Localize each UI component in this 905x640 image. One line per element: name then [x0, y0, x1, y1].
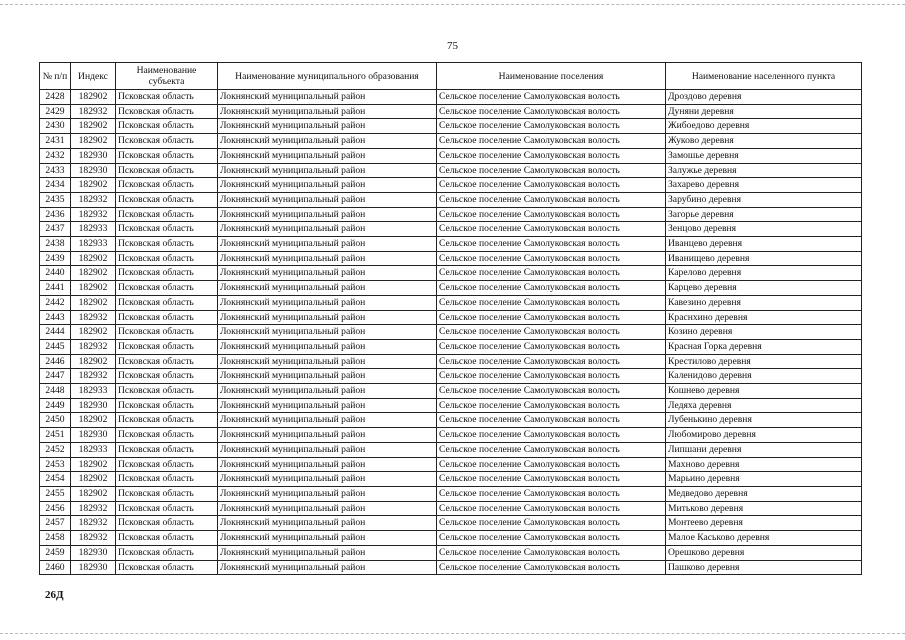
header-locality: Наименование населенного пункта: [666, 63, 862, 90]
cell-municipal: Локнянский муниципальный район: [218, 310, 437, 325]
cell-num: 2448: [40, 384, 71, 399]
cell-settlement: Сельское поселение Самолуковская волость: [437, 281, 666, 296]
cell-municipal: Локнянский муниципальный район: [218, 398, 437, 413]
table-row: [40, 398, 862, 413]
cell-municipal: Локнянский муниципальный район: [218, 222, 437, 237]
cell-num: 2459: [40, 545, 71, 560]
cell-subject: Псковская область: [116, 134, 218, 149]
table-row: [40, 222, 862, 237]
header-subject: Наименование субъекта: [116, 63, 218, 90]
cell-municipal: Локнянский муниципальный район: [218, 104, 437, 119]
table-row: [40, 163, 862, 178]
cell-municipal: Локнянский муниципальный район: [218, 295, 437, 310]
cell-locality: Кавезино деревня: [666, 295, 862, 310]
cell-subject: Псковская область: [116, 119, 218, 134]
cell-settlement: Сельское поселение Самолуковская волость: [437, 339, 666, 354]
cell-municipal: Локнянский муниципальный район: [218, 251, 437, 266]
cell-subject: Псковская область: [116, 251, 218, 266]
cell-locality: Каленидово деревня: [666, 369, 862, 384]
cell-num: 2445: [40, 339, 71, 354]
cell-municipal: Локнянский муниципальный район: [218, 266, 437, 281]
cell-num: 2437: [40, 222, 71, 237]
table-row: [40, 192, 862, 207]
cell-locality: Иванищево деревня: [666, 251, 862, 266]
cell-municipal: Локнянский муниципальный район: [218, 516, 437, 531]
cell-subject: Псковская область: [116, 442, 218, 457]
cell-settlement: Сельское поселение Самолуковская волость: [437, 90, 666, 105]
cell-municipal: Локнянский муниципальный район: [218, 442, 437, 457]
cell-settlement: Сельское поселение Самолуковская волость: [437, 178, 666, 193]
cell-num: 2456: [40, 501, 71, 516]
cell-num: 2446: [40, 354, 71, 369]
cell-locality: Захарево деревня: [666, 178, 862, 193]
cell-num: 2435: [40, 192, 71, 207]
cell-locality: Загорье деревня: [666, 207, 862, 222]
cell-index: 182902: [71, 178, 116, 193]
cell-index: 182902: [71, 413, 116, 428]
cell-settlement: Сельское поселение Самолуковская волость: [437, 486, 666, 501]
cell-num: 2436: [40, 207, 71, 222]
cell-index: 182933: [71, 222, 116, 237]
cell-subject: Псковская область: [116, 545, 218, 560]
table-row: [40, 104, 862, 119]
cell-locality: Монтеево деревня: [666, 516, 862, 531]
cell-num: 2433: [40, 163, 71, 178]
cell-locality: Красная Горка деревня: [666, 339, 862, 354]
cell-settlement: Сельское поселение Самолуковская волость: [437, 251, 666, 266]
table-row: [40, 560, 862, 575]
page-number: 75: [447, 40, 458, 52]
cell-locality: Залужье деревня: [666, 163, 862, 178]
table-row: [40, 119, 862, 134]
cell-municipal: Локнянский муниципальный район: [218, 369, 437, 384]
cell-num: 2429: [40, 104, 71, 119]
cell-municipal: Локнянский муниципальный район: [218, 237, 437, 252]
cell-locality: Замошье деревня: [666, 148, 862, 163]
cell-num: 2452: [40, 442, 71, 457]
cell-index: 182932: [71, 339, 116, 354]
cell-index: 182932: [71, 104, 116, 119]
cell-index: 182933: [71, 442, 116, 457]
cell-municipal: Локнянский муниципальный район: [218, 119, 437, 134]
cell-municipal: Локнянский муниципальный район: [218, 545, 437, 560]
cell-locality: Карцево деревня: [666, 281, 862, 296]
cell-settlement: Сельское поселение Самолуковская волость: [437, 369, 666, 384]
cell-index: 182930: [71, 148, 116, 163]
cell-subject: Псковская область: [116, 560, 218, 575]
table-row: [40, 442, 862, 457]
cell-num: 2442: [40, 295, 71, 310]
cell-index: 182902: [71, 354, 116, 369]
cell-num: 2454: [40, 472, 71, 487]
cell-settlement: Сельское поселение Самолуковская волость: [437, 545, 666, 560]
cell-locality: Ледяха деревня: [666, 398, 862, 413]
table-row: [40, 369, 862, 384]
cell-num: 2434: [40, 178, 71, 193]
cell-index: 182902: [71, 486, 116, 501]
cell-subject: Псковская область: [116, 192, 218, 207]
cell-municipal: Локнянский муниципальный район: [218, 281, 437, 296]
cell-locality: Дуняни деревня: [666, 104, 862, 119]
cell-locality: Липшани деревня: [666, 442, 862, 457]
cell-municipal: Локнянский муниципальный район: [218, 90, 437, 105]
cell-subject: Псковская область: [116, 516, 218, 531]
cell-municipal: Локнянский муниципальный район: [218, 178, 437, 193]
cell-locality: Кошнево деревня: [666, 384, 862, 399]
table-row: [40, 251, 862, 266]
table-row: [40, 486, 862, 501]
cell-municipal: Локнянский муниципальный район: [218, 428, 437, 443]
cell-settlement: Сельское поселение Самолуковская волость: [437, 413, 666, 428]
cell-municipal: Локнянский муниципальный район: [218, 148, 437, 163]
table-row: [40, 90, 862, 105]
cell-num: 2455: [40, 486, 71, 501]
table-row: [40, 428, 862, 443]
cell-locality: Медведово деревня: [666, 486, 862, 501]
cell-index: 182933: [71, 237, 116, 252]
cell-municipal: Локнянский муниципальный район: [218, 472, 437, 487]
cell-subject: Псковская область: [116, 486, 218, 501]
cell-index: 182902: [71, 251, 116, 266]
table-row: [40, 354, 862, 369]
cell-municipal: Локнянский муниципальный район: [218, 384, 437, 399]
cell-num: 2444: [40, 325, 71, 340]
table-row: [40, 384, 862, 399]
cell-index: 182902: [71, 325, 116, 340]
cell-settlement: Сельское поселение Самолуковская волость: [437, 501, 666, 516]
cell-subject: Псковская область: [116, 428, 218, 443]
cell-settlement: Сельское поселение Самолуковская волость: [437, 384, 666, 399]
cell-settlement: Сельское поселение Самолуковская волость: [437, 428, 666, 443]
table-row: [40, 148, 862, 163]
cell-settlement: Сельское поселение Самолуковская волость: [437, 398, 666, 413]
cell-municipal: Локнянский муниципальный район: [218, 354, 437, 369]
table-row: [40, 207, 862, 222]
cell-municipal: Локнянский муниципальный район: [218, 486, 437, 501]
cell-index: 182902: [71, 457, 116, 472]
cell-index: 182933: [71, 384, 116, 399]
cell-locality: Иванцево деревня: [666, 237, 862, 252]
cell-settlement: Сельское поселение Самолуковская волость: [437, 119, 666, 134]
cell-num: 2460: [40, 560, 71, 575]
cell-num: 2449: [40, 398, 71, 413]
cell-municipal: Локнянский муниципальный район: [218, 413, 437, 428]
header-index: Индекс: [71, 63, 116, 90]
cell-subject: Псковская область: [116, 163, 218, 178]
table-row: [40, 472, 862, 487]
cell-subject: Псковская область: [116, 281, 218, 296]
cell-settlement: Сельское поселение Самолуковская волость: [437, 207, 666, 222]
cell-locality: Карелово деревня: [666, 266, 862, 281]
cell-locality: Козино деревня: [666, 325, 862, 340]
cell-index: 182932: [71, 501, 116, 516]
cell-num: 2457: [40, 516, 71, 531]
cell-municipal: Локнянский муниципальный район: [218, 163, 437, 178]
cell-settlement: Сельское поселение Самолуковская волость: [437, 310, 666, 325]
header-municipal: Наименование муниципального образования: [218, 63, 437, 90]
cell-locality: Зарубино деревня: [666, 192, 862, 207]
table-row: [40, 178, 862, 193]
cell-municipal: Локнянский муниципальный район: [218, 207, 437, 222]
cell-locality: Махново деревня: [666, 457, 862, 472]
cell-subject: Псковская область: [116, 222, 218, 237]
cell-locality: Дроздово деревня: [666, 90, 862, 105]
cell-settlement: Сельское поселение Самолуковская волость: [437, 237, 666, 252]
cell-subject: Псковская область: [116, 472, 218, 487]
cell-index: 182932: [71, 516, 116, 531]
cell-index: 182932: [71, 531, 116, 546]
cell-subject: Псковская область: [116, 237, 218, 252]
cell-locality: Жуково деревня: [666, 134, 862, 149]
table-body: [40, 90, 862, 575]
cell-settlement: Сельское поселение Самолуковская волость: [437, 560, 666, 575]
cell-municipal: Локнянский муниципальный район: [218, 457, 437, 472]
table-row: [40, 339, 862, 354]
cell-municipal: Локнянский муниципальный район: [218, 192, 437, 207]
cell-municipal: Локнянский муниципальный район: [218, 531, 437, 546]
cell-index: 182930: [71, 398, 116, 413]
cell-subject: Псковская область: [116, 457, 218, 472]
cell-subject: Псковская область: [116, 531, 218, 546]
cell-num: 2432: [40, 148, 71, 163]
table-row: [40, 281, 862, 296]
cell-subject: Псковская область: [116, 266, 218, 281]
cell-settlement: Сельское поселение Самолуковская волость: [437, 295, 666, 310]
cell-index: 182932: [71, 369, 116, 384]
cell-index: 182902: [71, 281, 116, 296]
cell-settlement: Сельское поселение Самолуковская волость: [437, 442, 666, 457]
table-row: [40, 545, 862, 560]
cell-subject: Псковская область: [116, 501, 218, 516]
cell-index: 182902: [71, 472, 116, 487]
table-row: [40, 516, 862, 531]
cell-num: 2431: [40, 134, 71, 149]
cell-subject: Псковская область: [116, 339, 218, 354]
cell-settlement: Сельское поселение Самолуковская волость: [437, 104, 666, 119]
cell-settlement: Сельское поселение Самолуковская волость: [437, 148, 666, 163]
cell-index: 182902: [71, 134, 116, 149]
cell-num: 2458: [40, 531, 71, 546]
scan-top-edge: [0, 4, 905, 5]
cell-settlement: Сельское поселение Самолуковская волость: [437, 222, 666, 237]
cell-locality: Любомирово деревня: [666, 428, 862, 443]
cell-locality: Пашково деревня: [666, 560, 862, 575]
cell-subject: Псковская область: [116, 325, 218, 340]
table-header-row: [40, 63, 862, 90]
footer-code: 26Д: [45, 589, 64, 601]
table-header: [40, 63, 862, 90]
cell-index: 182930: [71, 545, 116, 560]
table-row: [40, 413, 862, 428]
cell-num: 2439: [40, 251, 71, 266]
cell-locality: Марьино деревня: [666, 472, 862, 487]
cell-index: 182930: [71, 163, 116, 178]
cell-settlement: Сельское поселение Самолуковская волость: [437, 531, 666, 546]
cell-subject: Псковская область: [116, 207, 218, 222]
cell-subject: Псковская область: [116, 90, 218, 105]
cell-subject: Псковская область: [116, 295, 218, 310]
cell-subject: Псковская область: [116, 384, 218, 399]
cell-settlement: Сельское поселение Самолуковская волость: [437, 192, 666, 207]
cell-num: 2428: [40, 90, 71, 105]
cell-num: 2443: [40, 310, 71, 325]
cell-subject: Псковская область: [116, 369, 218, 384]
cell-settlement: Сельское поселение Самолуковская волость: [437, 457, 666, 472]
cell-num: 2441: [40, 281, 71, 296]
cell-municipal: Локнянский муниципальный район: [218, 560, 437, 575]
table-row: [40, 237, 862, 252]
cell-num: 2430: [40, 119, 71, 134]
cell-locality: Краснхино деревня: [666, 310, 862, 325]
cell-subject: Псковская область: [116, 354, 218, 369]
cell-locality: Лубенькино деревня: [666, 413, 862, 428]
table-row: [40, 501, 862, 516]
cell-num: 2453: [40, 457, 71, 472]
cell-index: 182902: [71, 119, 116, 134]
cell-subject: Псковская область: [116, 178, 218, 193]
cell-municipal: Локнянский муниципальный район: [218, 325, 437, 340]
cell-index: 182932: [71, 192, 116, 207]
cell-locality: Малое Каськово деревня: [666, 531, 862, 546]
table-row: [40, 325, 862, 340]
header-num: № п/п: [40, 63, 71, 90]
table-row: [40, 457, 862, 472]
cell-municipal: Локнянский муниципальный район: [218, 134, 437, 149]
cell-locality: Крестилово деревня: [666, 354, 862, 369]
cell-subject: Псковская область: [116, 413, 218, 428]
cell-subject: Псковская область: [116, 104, 218, 119]
cell-settlement: Сельское поселение Самолуковская волость: [437, 134, 666, 149]
table-row: [40, 266, 862, 281]
table-row: [40, 295, 862, 310]
cell-settlement: Сельское поселение Самолуковская волость: [437, 516, 666, 531]
cell-subject: Псковская область: [116, 398, 218, 413]
cell-index: 182902: [71, 295, 116, 310]
table-row: [40, 531, 862, 546]
localities-table: [39, 62, 862, 575]
cell-index: 182930: [71, 560, 116, 575]
cell-num: 2438: [40, 237, 71, 252]
cell-settlement: Сельское поселение Самолуковская волость: [437, 354, 666, 369]
cell-locality: Орешково деревня: [666, 545, 862, 560]
scan-bottom-edge: [0, 633, 905, 634]
cell-settlement: Сельское поселение Самолуковская волость: [437, 472, 666, 487]
cell-locality: Жибоедово деревня: [666, 119, 862, 134]
cell-index: 182902: [71, 266, 116, 281]
cell-settlement: Сельское поселение Самолуковская волость: [437, 266, 666, 281]
table-row: [40, 310, 862, 325]
table-row: [40, 134, 862, 149]
cell-locality: Зенцово деревня: [666, 222, 862, 237]
cell-index: 182902: [71, 90, 116, 105]
cell-num: 2450: [40, 413, 71, 428]
header-settlement: Наименование поселения: [437, 63, 666, 90]
cell-settlement: Сельское поселение Самолуковская волость: [437, 163, 666, 178]
cell-index: 182930: [71, 428, 116, 443]
cell-num: 2451: [40, 428, 71, 443]
cell-settlement: Сельское поселение Самолуковская волость: [437, 325, 666, 340]
cell-num: 2440: [40, 266, 71, 281]
cell-subject: Псковская область: [116, 148, 218, 163]
cell-municipal: Локнянский муниципальный район: [218, 339, 437, 354]
cell-locality: Митьково деревня: [666, 501, 862, 516]
cell-num: 2447: [40, 369, 71, 384]
cell-index: 182932: [71, 207, 116, 222]
cell-subject: Псковская область: [116, 310, 218, 325]
cell-index: 182932: [71, 310, 116, 325]
cell-municipal: Локнянский муниципальный район: [218, 501, 437, 516]
